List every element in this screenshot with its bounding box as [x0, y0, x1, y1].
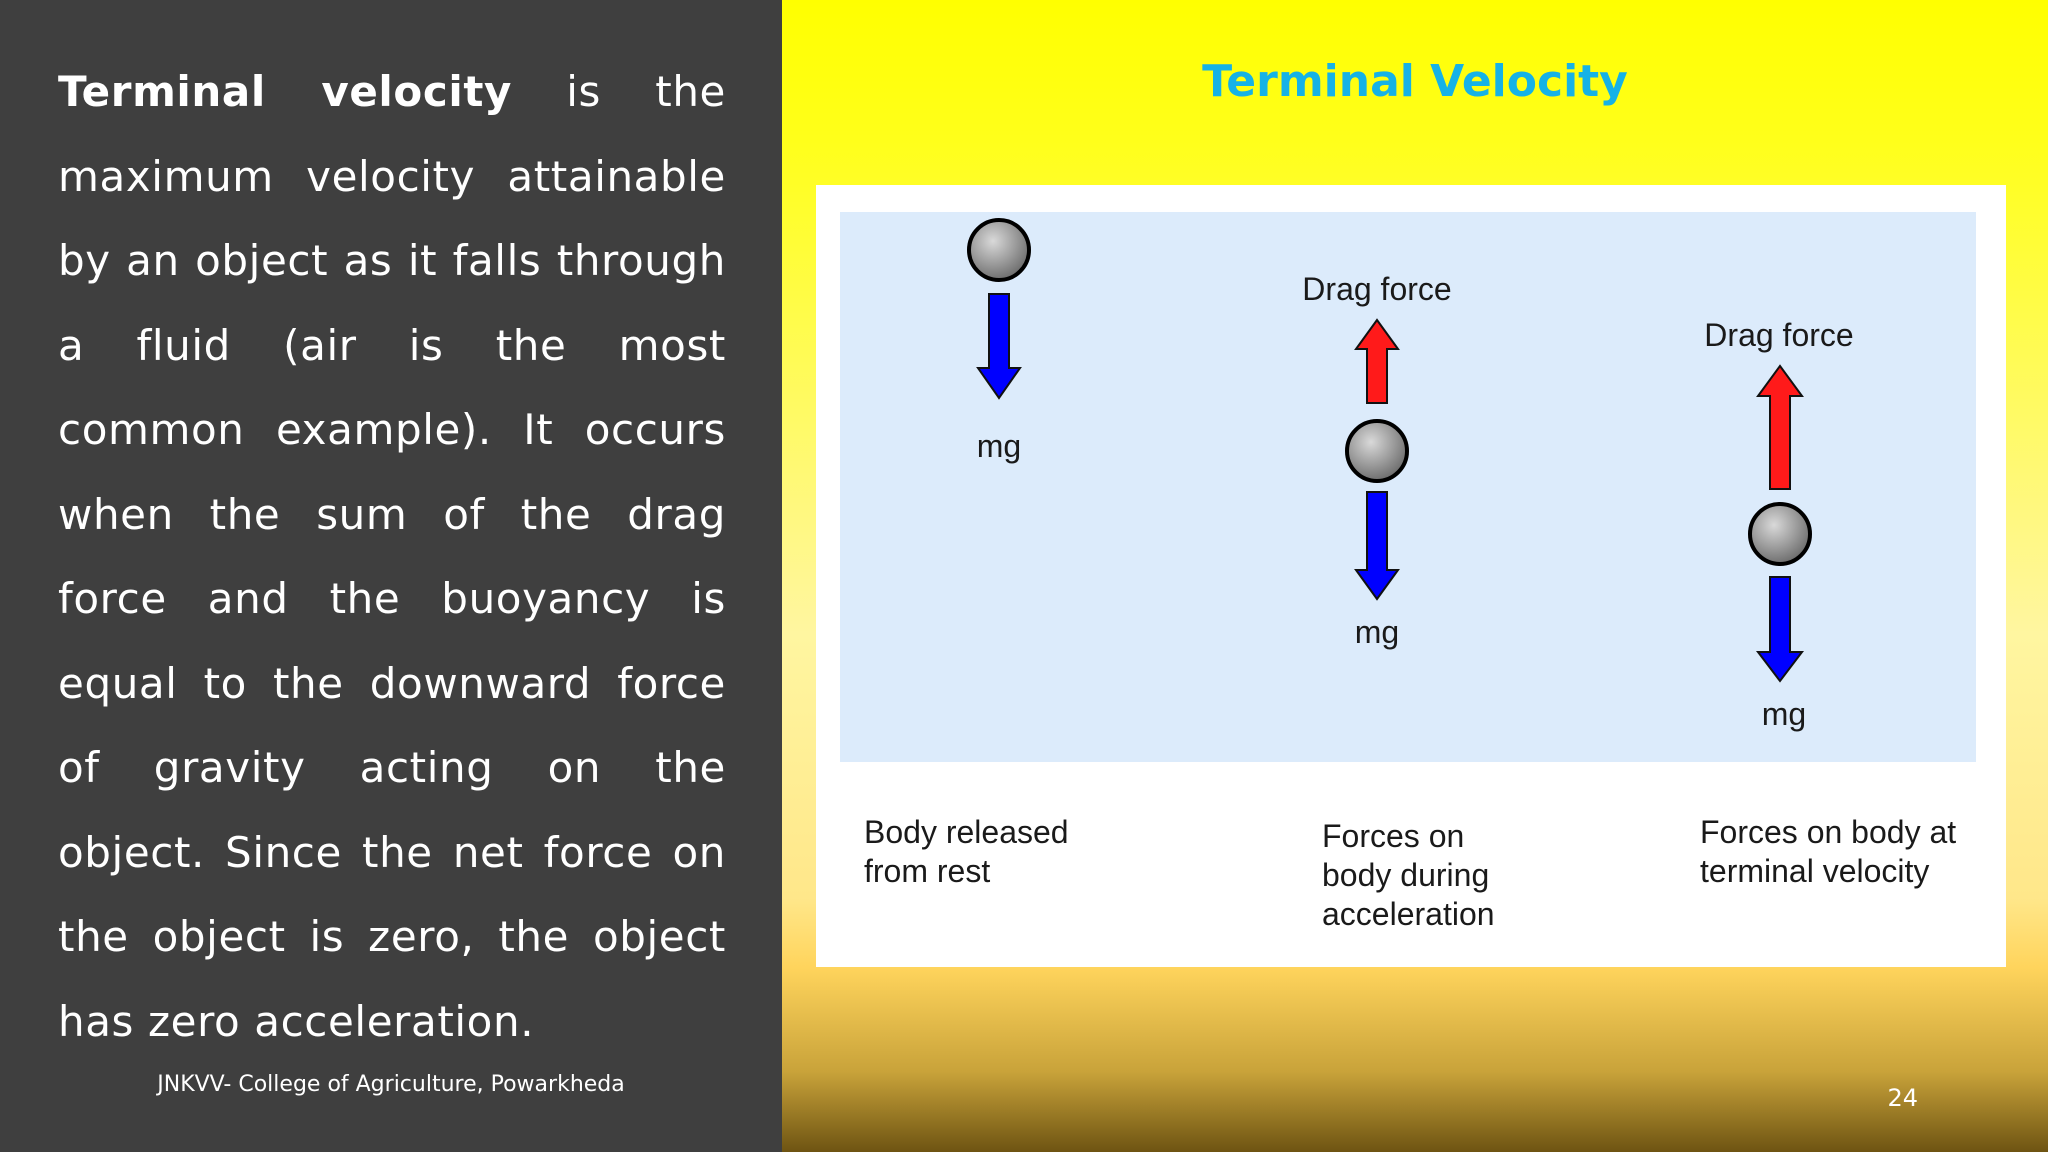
caption-accel-line2: body during	[1322, 857, 1490, 893]
ball-accel	[1347, 421, 1407, 481]
mg-label-rest: mg	[976, 428, 1022, 464]
mg-label-accel: mg	[1354, 614, 1400, 650]
definition-paragraph	[58, 50, 726, 1064]
ball-terminal	[1750, 504, 1810, 564]
left-text-panel	[0, 0, 782, 1152]
footer-institution: JNKVV- College of Agriculture, Powarkheda	[157, 1072, 625, 1097]
figure-card	[816, 185, 2006, 967]
ball-rest	[969, 220, 1029, 280]
right-figure-panel	[782, 0, 2048, 1152]
caption-accel-line3: acceleration	[1322, 896, 1495, 932]
term-bold: Terminal velocity	[58, 67, 513, 116]
caption-terminal-line1: Forces on body at	[1700, 814, 1957, 850]
caption-acceleration	[1322, 817, 1495, 934]
mg-label-terminal: mg	[1761, 696, 1807, 732]
slide-title: Terminal Velocity	[1202, 56, 1628, 107]
page-number: 24	[1887, 1084, 1918, 1112]
drag-label-terminal: Drag force	[1704, 317, 1854, 353]
caption-rest-line1: Body released	[864, 814, 1069, 850]
caption-terminal-line2: terminal velocity	[1700, 853, 1930, 889]
caption-terminal	[1700, 813, 1956, 891]
caption-rest-line2: from rest	[864, 853, 991, 889]
drag-label-accel: Drag force	[1302, 271, 1452, 307]
caption-rest	[864, 813, 1069, 891]
definition-text: is the maximum velocity attainable by an object as it falls through a fluid (air is the most common example). It occurs when the sum of the drag force and the buoyancy is equal to the downward force of gravity acting on the object. Since the net force on the object is zero, the object has zero acceleration.	[58, 67, 726, 1046]
caption-accel-line1: Forces on	[1322, 818, 1465, 854]
